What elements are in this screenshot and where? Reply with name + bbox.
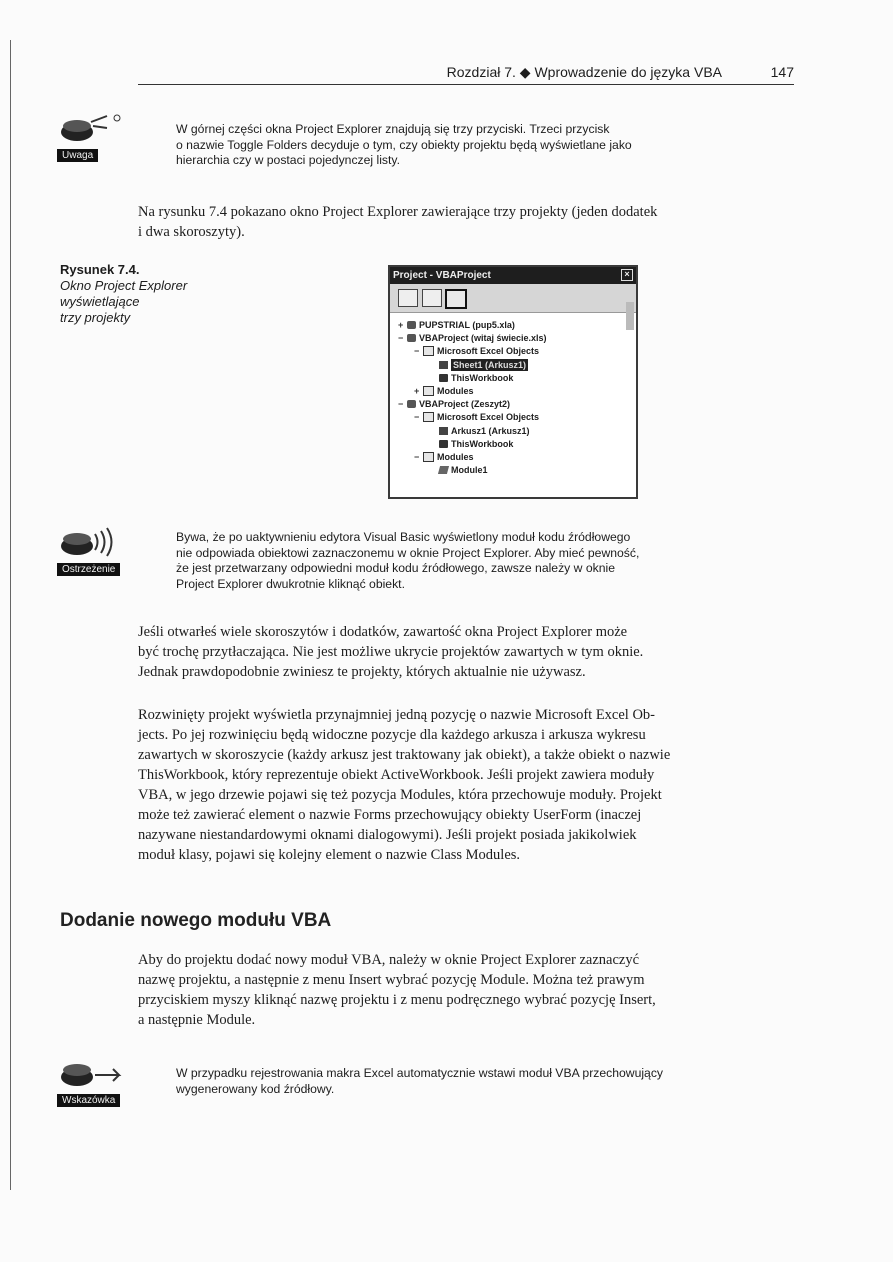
caption-line: wyświetlające: [60, 294, 140, 309]
tree-node-label: PUPSTRIAL (pup5.xla): [419, 320, 515, 330]
tree-node[interactable]: [414, 345, 539, 357]
scrollbar[interactable]: [626, 302, 634, 330]
page-number: 147: [770, 64, 794, 80]
tree-node-label: ThisWorkbook: [451, 438, 514, 449]
expand-toggle-icon[interactable]: −: [414, 452, 420, 462]
tree-node-label: VBAProject (witaj świecie.xls): [419, 333, 547, 344]
title-bar: [390, 267, 636, 284]
note-line: wygenerowany kod źródłowy.: [176, 1081, 335, 1096]
tree-node-label: Microsoft Excel Objects: [437, 346, 540, 357]
figure-caption: [60, 262, 250, 326]
note-line: W górnej części okna Project Explorer znajdują się trzy przyciski. Trzeci przycisk: [176, 122, 610, 136]
tree-node-label: Microsoft Excel Objects: [437, 412, 540, 423]
expand-toggle-icon[interactable]: −: [398, 333, 404, 344]
running-header: [138, 62, 794, 85]
uwaga-icon: [57, 112, 139, 162]
paragraph-2: [138, 705, 794, 865]
para-line: ThisWorkbook, który reprezentuje obiekt ActiveWorkbook. Jeśli projekt zawiera moduły: [138, 767, 655, 783]
para-line: i dwa skoroszyty).: [138, 224, 245, 240]
note-line: o nazwie Toggle Folders decyduje o tym, czy obiekty projektu będą wyświetlane jako: [176, 137, 632, 152]
tree-node-label: Modules: [437, 386, 474, 396]
tree-node[interactable]: [398, 319, 515, 331]
expand-toggle-icon[interactable]: −: [414, 412, 420, 423]
para-line: Jeśli otwarłeś wiele skoroszytów i dodatków, zawartość okna Project Explorer może: [138, 624, 628, 640]
tree-node[interactable]: [430, 464, 488, 476]
tree-node[interactable]: [430, 372, 513, 384]
mod-icon: [438, 466, 449, 474]
tree-node-label: VBAProject (Zeszyt2): [419, 399, 511, 410]
chapter-title: Rozdział 7. ◆ Wprowadzenie do języka VBA: [446, 64, 722, 80]
proj-icon: [407, 321, 416, 329]
para-line: może też zawierać element o nazwie Forms przechowujący obiekty UserForm (inaczej: [138, 807, 642, 823]
folder-icon: [423, 452, 434, 462]
folder-icon: [423, 386, 434, 396]
sheet-icon: [439, 427, 448, 435]
figure-number: Rysunek 7.4.: [60, 262, 140, 277]
tree-node[interactable]: [414, 411, 539, 423]
para-line: Na rysunku 7.4 pokazano okno Project Explorer zawierające trzy projekty (jeden dodatek: [138, 204, 658, 220]
folder-icon: [423, 412, 434, 422]
tree-node[interactable]: [398, 332, 547, 344]
para-line: moduł klasy, pojawi się kolejny element o nazwie Class Modules.: [138, 847, 521, 863]
ostrzezenie-note: [176, 530, 796, 592]
para-line: Aby do projektu dodać nowy moduł VBA, należy w oknie Project Explorer zaznaczyć: [138, 952, 640, 968]
paragraph-1: [138, 622, 794, 682]
caption-line: Okno Project Explorer: [60, 278, 188, 293]
wskazowka-badge: Wskazówka: [57, 1094, 120, 1107]
view-object-button[interactable]: [422, 289, 442, 307]
para-line: nazywane niestandardowymi oknami dialogowymi). Jeśli projekt posiada jakikolwiek: [138, 827, 637, 843]
intro-paragraph: [138, 202, 794, 242]
wskazowka-icon: [57, 1055, 142, 1107]
note-line: że jest przetwarzany odpowiedni moduł kodu źródłowego, zawsze należy w oknie: [176, 561, 615, 575]
tree-node[interactable]: [430, 438, 513, 450]
tree-node-label: ThisWorkbook: [451, 372, 514, 383]
window-title: Project - VBAProject: [393, 270, 491, 281]
expand-toggle-icon[interactable]: −: [414, 346, 420, 357]
para-line: nazwę projektu, a następnie z menu Insert wybrać pozycję Module. Można też prawym: [138, 972, 645, 988]
expand-toggle-icon[interactable]: +: [398, 320, 404, 330]
note-line: Project Explorer dwukrotnie kliknąć obiekt.: [176, 576, 405, 591]
para-line: być trochę przytłaczająca. Nie jest możliwe ukrycie projektów zawartych w tym oknie.: [138, 644, 644, 660]
ostrzezenie-icon: [57, 524, 142, 576]
tree-node-label: Module1: [451, 465, 488, 476]
view-code-button[interactable]: [398, 289, 418, 307]
tree-node[interactable]: [414, 385, 474, 397]
section-heading: Dodanie nowego modułu VBA: [60, 910, 332, 931]
para-line: przyciskiem myszy kliknąć nazwę projektu i z menu podręcznego wybrać pozycję Insert,: [138, 992, 656, 1008]
wb-icon: [439, 374, 448, 382]
wb-icon: [439, 440, 448, 448]
toggle-folders-button[interactable]: [445, 289, 467, 309]
proj-icon: [407, 400, 416, 408]
para-line: a następnie Module.: [138, 1012, 256, 1028]
tree-node-label: Arkusz1 (Arkusz1): [451, 425, 530, 436]
sheet-icon: [439, 361, 448, 369]
proj-icon: [407, 334, 416, 342]
para-line: jects. Po jej rozwinięciu będą widoczne pozycje dla każdego arkusza i arkusza wykresu: [138, 727, 646, 743]
ostrzezenie-badge: Ostrzeżenie: [57, 563, 120, 576]
project-explorer-window: [388, 265, 638, 499]
note-line: hierarchia czy w postaci pojedynczej listy.: [176, 153, 400, 167]
tree-node[interactable]: [430, 425, 530, 437]
wskazowka-note: [176, 1066, 796, 1097]
para-line: Rozwinięty projekt wyświetla przynajmniej jedną pozycję o nazwie Microsoft Excel Ob-: [138, 707, 656, 723]
para-line: Jednak prawdopodobnie zwiniesz te projekty, których aktualnie nie używasz.: [138, 664, 586, 680]
tree-node-label: Sheet1 (Arkusz1): [453, 359, 527, 370]
note-line: Bywa, że po uaktywnieniu edytora Visual Basic wyświetlony moduł kodu źródłowego: [176, 530, 631, 544]
tree-node-label: Modules: [437, 452, 474, 462]
uwaga-note: [176, 122, 796, 169]
explorer-toolbar: [390, 284, 636, 313]
tree-node[interactable]: [398, 398, 510, 410]
caption-line: trzy projekty: [60, 310, 131, 325]
page-binding-line: [10, 40, 11, 1190]
expand-toggle-icon[interactable]: +: [414, 386, 420, 396]
tree-node[interactable]: [414, 451, 474, 463]
tree-node[interactable]: [430, 359, 528, 371]
note-line: W przypadku rejestrowania makra Excel automatycznie wstawi moduł VBA przechowujący: [176, 1066, 664, 1080]
close-icon[interactable]: ×: [621, 269, 633, 281]
para-line: zawartych w skoroszycie (każdy arkusz jest traktowany jak obiekt), a także obiekt o nazwie: [138, 747, 671, 763]
uwaga-badge: Uwaga: [57, 149, 98, 162]
section-paragraph: [138, 950, 794, 1030]
folder-icon: [423, 346, 434, 356]
para-line: VBA, w jego drzewie pojawi się też pozycja Modules, która przechowuje moduły. Projekt: [138, 787, 662, 803]
note-line: nie odpowiada obiektowi zaznaczonemu w oknie Project Explorer. Aby mieć pewność,: [176, 545, 640, 560]
expand-toggle-icon[interactable]: −: [398, 399, 404, 410]
